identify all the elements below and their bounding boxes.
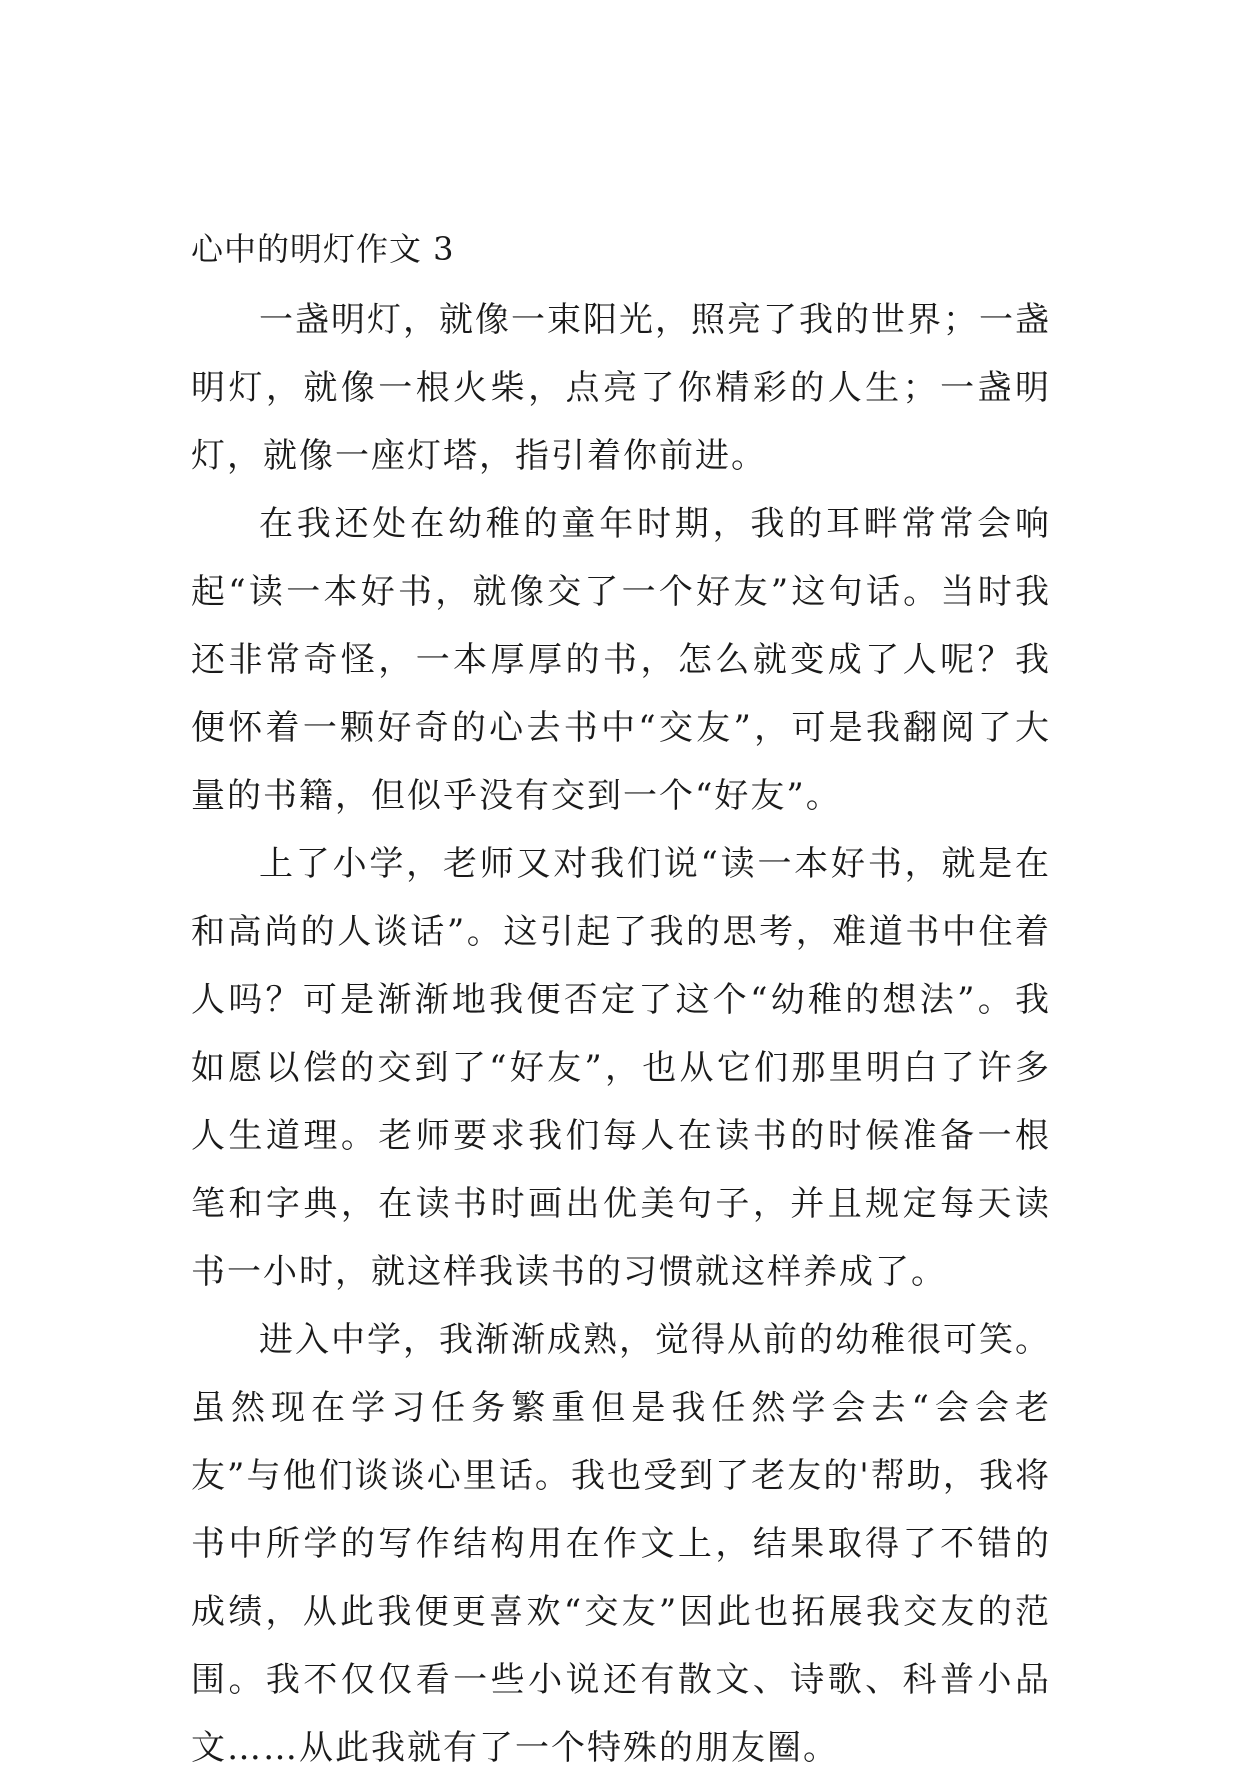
- paragraph-3: 上了小学，老师又对我们说“读一本好书，就是在和高尚的人谈话”。这引起了我的思考，难道书中住着人吗？可是渐渐地我便否定了这个“幼稚的想法”。我如愿以偿的交到了“好友”，也从它们那里明白了许多人生道理。老师要求我们每人在读书的时候准备一根笔和字典，在读书时画出优美句子，并且规定每天读书一小时，就这样我读书的习惯就这样养成了。: [191, 844, 1051, 1292]
- paragraph-2: 在我还处在幼稚的童年时期，我的耳畔常常会响起“读一本好书，就像交了一个好友”这句话。当时我还非常奇怪，一本厚厚的书，怎么就变成了人呢？我便怀着一颗好奇的心去书中“交友”，可是我翻阅了大量的书籍，但似乎没有交到一个“好友”。: [191, 504, 1051, 816]
- document-title: 心中的明灯作文 3: [191, 230, 455, 268]
- paragraph-4: 进入中学，我渐渐成熟，觉得从前的幼稚很可笑。虽然现在学习任务繁重但是我任然学会去“会会老友”与他们谈谈心里话。我也受到了老友的'帮助，我将书中所学的写作结构用在作文上，结果取得了不错的成绩，从此我便更喜欢“交友”因此也拓展我交友的范围。我不仅仅看一些小说还有散文、诗歌、科普小品文……从此我就有了一个特殊的朋友圈。: [191, 1320, 1051, 1768]
- paragraph-1: 一盏明灯，就像一束阳光，照亮了我的世界；一盏明灯，就像一根火柴，点亮了你精彩的人生；一盏明灯，就像一座灯塔，指引着你前进。: [191, 300, 1051, 476]
- document-body: [191, 220, 1051, 1782]
